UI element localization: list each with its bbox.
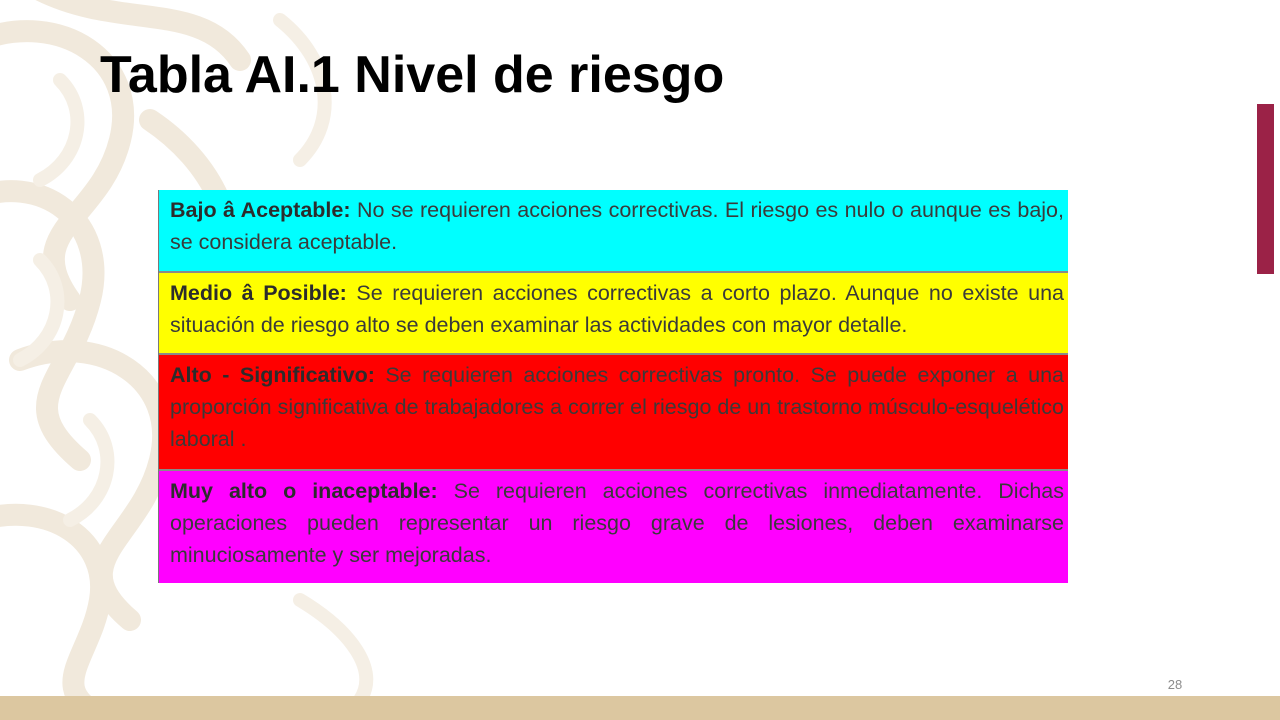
risk-row-alto bbox=[159, 355, 1068, 471]
slide-title: Tabla AI.1 Nivel de riesgo bbox=[100, 46, 725, 104]
footer-band bbox=[0, 696, 1280, 720]
risk-description: Se requieren acciones correctivas a corto plazo. Aunque no existe una situación de riesgo alto se deben examinar las actividades con mayor detalle. bbox=[170, 281, 1065, 337]
risk-label: Medio â Posible: bbox=[170, 281, 347, 305]
risk-row-muy-alto bbox=[159, 471, 1068, 583]
page-number: 28 bbox=[1167, 677, 1183, 692]
risk-description: No se requieren acciones correctivas. El riesgo es nulo o aunque es bajo, se considera aceptable. bbox=[170, 198, 1064, 254]
risk-label: Bajo â Aceptable: bbox=[170, 198, 351, 222]
risk-row-medio bbox=[159, 273, 1068, 355]
accent-bar bbox=[1257, 104, 1274, 274]
risk-label: Alto - Significativo: bbox=[170, 363, 375, 387]
risk-description: Se requieren acciones correctivas pronto. Se puede exponer a una proporción significativa de trabajadores a correr el riesgo de un trastorno músculo-esquelético laboral . bbox=[170, 363, 1064, 451]
risk-description: Se requieren acciones correctivas inmediatamente. Dichas operaciones pueden representar un riesgo grave de lesiones, deben examinarse minuciosamente y ser mejoradas. bbox=[170, 479, 1064, 567]
risk-row-bajo bbox=[159, 190, 1068, 273]
risk-label: Muy alto o inaceptable: bbox=[170, 479, 438, 503]
risk-level-table bbox=[158, 190, 1068, 583]
